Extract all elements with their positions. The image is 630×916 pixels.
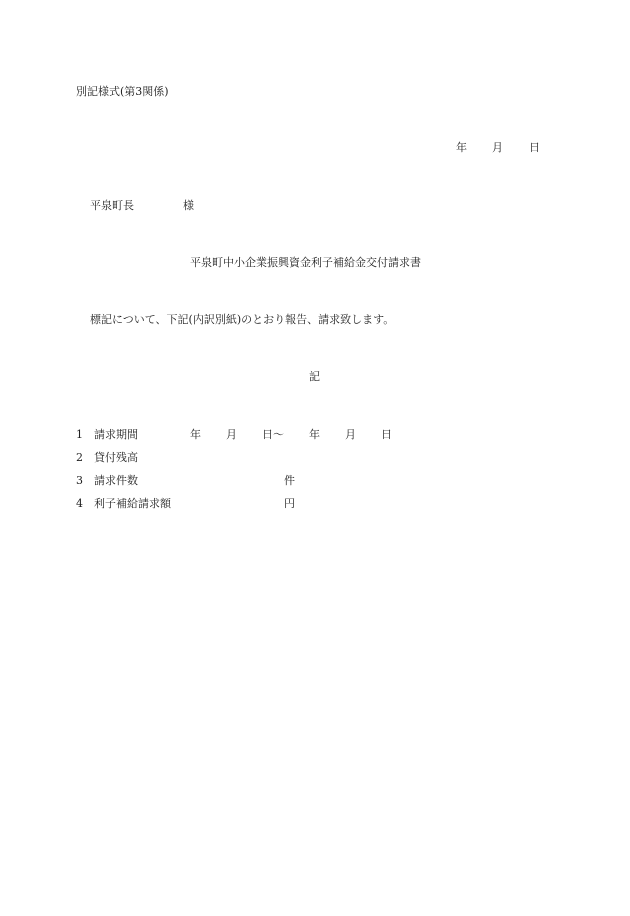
- date-month: 月: [492, 141, 503, 154]
- ki-heading: 記: [309, 370, 320, 383]
- form-label: 別記様式(第3関係): [76, 85, 169, 98]
- item-unit: 件: [284, 474, 295, 487]
- addressee-honorific: 様: [183, 199, 194, 212]
- addressee-name: 平泉町長: [90, 199, 134, 212]
- period-start-day: 日～: [262, 428, 284, 441]
- body-text: 標記について、下記(内訳別紙)のとおり報告、請求致します。: [90, 313, 395, 326]
- item-number: 1: [76, 428, 83, 441]
- date-year: 年: [456, 141, 467, 154]
- period-end-day: 日: [381, 428, 392, 441]
- period-start-year: 年: [190, 428, 201, 441]
- date-day: 日: [529, 141, 540, 154]
- item-unit: 円: [284, 497, 295, 510]
- period-start-month: 月: [226, 428, 237, 441]
- period-end-year: 年: [309, 428, 320, 441]
- document-title: 平泉町中小企業振興資金利子補給金交付請求書: [190, 256, 421, 269]
- item-number: 4: [76, 497, 83, 510]
- item-label: 利子補給請求額: [94, 497, 171, 510]
- item-label: 貸付残高: [94, 451, 138, 464]
- item-number: 3: [76, 474, 83, 487]
- item-label: 請求件数: [94, 474, 138, 487]
- period-end-month: 月: [345, 428, 356, 441]
- item-label: 請求期間: [94, 428, 138, 441]
- item-number: 2: [76, 451, 83, 464]
